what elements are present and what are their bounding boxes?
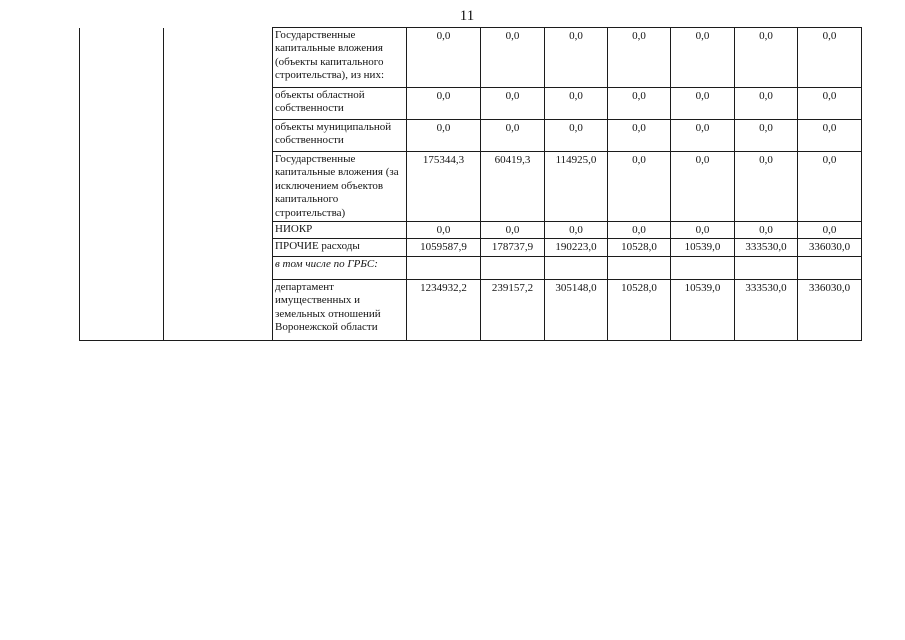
- cell-value: 336030,0: [798, 280, 862, 341]
- empty-cell: [608, 257, 671, 280]
- cell-value: 0,0: [407, 120, 481, 152]
- cell-value: 0,0: [735, 222, 798, 239]
- cell-value: 0,0: [608, 120, 671, 152]
- cell-value: 0,0: [407, 28, 481, 88]
- cell-value: 0,0: [735, 28, 798, 88]
- empty-cell: [407, 257, 481, 280]
- cell-value: 0,0: [671, 28, 735, 88]
- cell-value: 0,0: [608, 28, 671, 88]
- row-label: объекты муниципальной собственности: [273, 120, 407, 152]
- cell-value: 336030,0: [798, 239, 862, 257]
- cell-value: 190223,0: [545, 239, 608, 257]
- cell-value: 0,0: [798, 120, 862, 152]
- cell-value: 0,0: [735, 88, 798, 120]
- cell-value: 0,0: [407, 88, 481, 120]
- cell-value: 333530,0: [735, 239, 798, 257]
- row-label: НИОКР: [273, 222, 407, 239]
- page-number: 11: [459, 8, 475, 24]
- cell-value: 0,0: [545, 88, 608, 120]
- cell-value: 0,0: [545, 28, 608, 88]
- cell-value: 239157,2: [481, 280, 545, 341]
- empty-cell: [798, 257, 862, 280]
- cell-value: 0,0: [798, 28, 862, 88]
- cell-value: 0,0: [608, 222, 671, 239]
- cell-value: 0,0: [481, 222, 545, 239]
- row-label: Государственные капитальные вложения (за исключением объектов капитального строительства): [273, 152, 407, 222]
- row-label: в том числе по ГРБС:: [273, 257, 407, 280]
- row-label: объекты областной собственности: [273, 88, 407, 120]
- empty-cell: [735, 257, 798, 280]
- empty-cell: [545, 257, 608, 280]
- merged-empty-cell: [164, 28, 273, 341]
- cell-value: 1234932,2: [407, 280, 481, 341]
- table-row: [80, 28, 862, 88]
- cell-value: 0,0: [735, 120, 798, 152]
- row-label: департамент имущественных и земельных отношений Воронежской области: [273, 280, 407, 341]
- cell-value: 1059587,9: [407, 239, 481, 257]
- cell-value: 0,0: [545, 120, 608, 152]
- cell-value: 0,0: [671, 222, 735, 239]
- empty-cell: [481, 257, 545, 280]
- cell-value: 0,0: [481, 120, 545, 152]
- row-label: Государственные капитальные вложения (объекты капитального строительства), из них:: [273, 28, 407, 88]
- cell-value: 178737,9: [481, 239, 545, 257]
- cell-value: 10539,0: [671, 280, 735, 341]
- cell-value: 0,0: [671, 120, 735, 152]
- empty-cell: [671, 257, 735, 280]
- cell-value: 175344,3: [407, 152, 481, 222]
- cell-value: 0,0: [608, 88, 671, 120]
- cell-value: 0,0: [671, 152, 735, 222]
- cell-value: 10528,0: [608, 280, 671, 341]
- cell-value: 114925,0: [545, 152, 608, 222]
- cell-value: 0,0: [798, 152, 862, 222]
- cell-value: 305148,0: [545, 280, 608, 341]
- cell-value: 0,0: [798, 88, 862, 120]
- cell-value: 0,0: [608, 152, 671, 222]
- merged-empty-cell: [80, 28, 164, 341]
- cell-value: 0,0: [481, 28, 545, 88]
- cell-value: 0,0: [798, 222, 862, 239]
- cell-value: 0,0: [545, 222, 608, 239]
- cell-value: 10528,0: [608, 239, 671, 257]
- cell-value: 0,0: [671, 88, 735, 120]
- cell-value: 0,0: [481, 88, 545, 120]
- cell-value: 10539,0: [671, 239, 735, 257]
- row-label: ПРОЧИЕ расходы: [273, 239, 407, 257]
- cell-value: 0,0: [407, 222, 481, 239]
- budget-table: [79, 27, 862, 341]
- cell-value: 333530,0: [735, 280, 798, 341]
- cell-value: 60419,3: [481, 152, 545, 222]
- cell-value: 0,0: [735, 152, 798, 222]
